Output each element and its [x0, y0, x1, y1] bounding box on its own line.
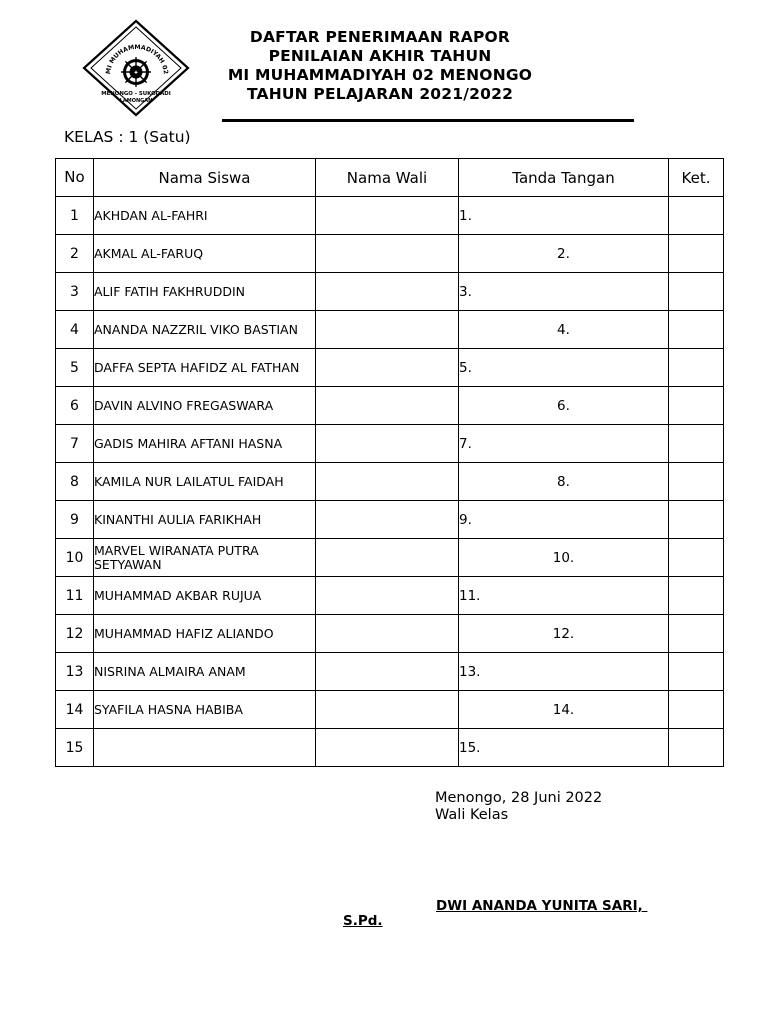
header-student-name: Nama Siswa — [94, 159, 316, 197]
guardian-name-cell — [316, 539, 459, 577]
header-no: No — [56, 159, 94, 197]
note-cell — [669, 273, 724, 311]
title-line-2: PENILAIAN AKHIR TAHUN — [268, 47, 492, 65]
document-title — [200, 28, 560, 104]
student-name: KAMILA NUR LAILATUL FAIDAH — [94, 463, 316, 501]
student-name — [94, 729, 316, 767]
logo-arc-text: MI MUHAMMADIYAH 02 — [104, 43, 169, 75]
guardian-name-cell — [316, 197, 459, 235]
row-number: 9 — [56, 501, 94, 539]
guardian-name-cell — [316, 615, 459, 653]
signature-cell: 9. — [459, 501, 669, 539]
guardian-name-cell — [316, 387, 459, 425]
guardian-name-cell — [316, 577, 459, 615]
guardian-name-cell — [316, 349, 459, 387]
guardian-name-cell — [316, 501, 459, 539]
note-cell — [669, 615, 724, 653]
signature-cell: 15. — [459, 729, 669, 767]
guardian-name-cell — [316, 425, 459, 463]
row-number: 13 — [56, 653, 94, 691]
header-note: Ket. — [669, 159, 724, 197]
table-row — [56, 425, 724, 463]
student-name: GADIS MAHIRA AFTANI HASNA — [94, 425, 316, 463]
signature-cell: 10. — [459, 539, 669, 577]
table-row — [56, 349, 724, 387]
table-row — [56, 691, 724, 729]
table-header-row — [56, 159, 724, 197]
guardian-name-cell — [316, 311, 459, 349]
header-signature: Tanda Tangan — [459, 159, 669, 197]
note-cell — [669, 387, 724, 425]
school-logo — [80, 18, 192, 118]
row-number: 14 — [56, 691, 94, 729]
guardian-name-cell — [316, 653, 459, 691]
table-row — [56, 653, 724, 691]
table-row — [56, 197, 724, 235]
row-number: 4 — [56, 311, 94, 349]
logo-bottom-text: MENONGO - SUKODADI — [101, 91, 171, 97]
student-name: MUHAMMAD HAFIZ ALIANDO — [94, 615, 316, 653]
signature-cell: 7. — [459, 425, 669, 463]
note-cell — [669, 311, 724, 349]
row-number: 15 — [56, 729, 94, 767]
table-row — [56, 615, 724, 653]
note-cell — [669, 653, 724, 691]
signer-role: Wali Kelas — [435, 807, 509, 823]
signature-cell: 8. — [459, 463, 669, 501]
row-number: 7 — [56, 425, 94, 463]
table-body — [56, 197, 724, 767]
table-row — [56, 463, 724, 501]
place-date: Menongo, 28 Juni 2022 — [435, 790, 603, 806]
guardian-name-cell — [316, 235, 459, 273]
signature-cell: 2. — [459, 235, 669, 273]
muhammadiyah-emblem-icon — [80, 18, 192, 118]
student-name: AKHDAN AL-FAHRI — [94, 197, 316, 235]
signature-cell: 12. — [459, 615, 669, 653]
table-row — [56, 729, 724, 767]
report-receipt-table — [55, 158, 724, 767]
guardian-name-cell — [316, 691, 459, 729]
student-name: DAVIN ALVINO FREGASWARA — [94, 387, 316, 425]
title-line-1: DAFTAR PENERIMAAN RAPOR — [249, 28, 511, 46]
guardian-name-cell — [316, 273, 459, 311]
note-cell — [669, 425, 724, 463]
row-number: 12 — [56, 615, 94, 653]
student-name: KINANTHI AULIA FARIKHAH — [94, 501, 316, 539]
row-number: 11 — [56, 577, 94, 615]
table-row — [56, 235, 724, 273]
logo-bottom-text-2: LAMONGAN — [119, 98, 153, 104]
row-number: 5 — [56, 349, 94, 387]
header-guardian-name: Nama Wali — [316, 159, 459, 197]
row-number: 1 — [56, 197, 94, 235]
row-number: 3 — [56, 273, 94, 311]
signature-cell: 1. — [459, 197, 669, 235]
student-name: MUHAMMAD AKBAR RUJUA — [94, 577, 316, 615]
note-cell — [669, 197, 724, 235]
teacher-degree: S.Pd. — [343, 913, 383, 929]
note-cell — [669, 691, 724, 729]
title-line-3: MI MUHAMMADIYAH 02 MENONGO — [227, 66, 533, 84]
signature-cell: 4. — [459, 311, 669, 349]
signature-cell: 3. — [459, 273, 669, 311]
signature-block — [435, 790, 602, 824]
student-name: SYAFILA HASNA HABIBA — [94, 691, 316, 729]
table-row — [56, 501, 724, 539]
table-row — [56, 577, 724, 615]
row-number: 6 — [56, 387, 94, 425]
signature-cell: 14. — [459, 691, 669, 729]
title-line-4: TAHUN PELAJARAN 2021/2022 — [246, 85, 514, 103]
row-number: 2 — [56, 235, 94, 273]
table-row — [56, 273, 724, 311]
student-name: ALIF FATIH FAKHRUDDIN — [94, 273, 316, 311]
table-row — [56, 539, 724, 577]
note-cell — [669, 463, 724, 501]
student-name: DAFFA SEPTA HAFIDZ AL FATHAN — [94, 349, 316, 387]
student-name: AKMAL AL-FARUQ — [94, 235, 316, 273]
signature-cell: 13. — [459, 653, 669, 691]
signature-cell: 11. — [459, 577, 669, 615]
row-number: 10 — [56, 539, 94, 577]
note-cell — [669, 729, 724, 767]
student-name: NISRINA ALMAIRA ANAM — [94, 653, 316, 691]
student-name: MARVEL WIRANATA PUTRA SETYAWAN — [94, 539, 316, 577]
student-name: ANANDA NAZZRIL VIKO BASTIAN — [94, 311, 316, 349]
note-cell — [669, 349, 724, 387]
signature-cell: 6. — [459, 387, 669, 425]
teacher-name: DWI ANANDA YUNITA SARI, — [436, 898, 648, 914]
note-cell — [669, 235, 724, 273]
guardian-name-cell — [316, 463, 459, 501]
table-row — [56, 311, 724, 349]
note-cell — [669, 577, 724, 615]
table-row — [56, 387, 724, 425]
class-label: KELAS : 1 (Satu) — [64, 128, 191, 146]
row-number: 8 — [56, 463, 94, 501]
signature-cell: 5. — [459, 349, 669, 387]
note-cell — [669, 501, 724, 539]
header-divider — [222, 119, 634, 122]
note-cell — [669, 539, 724, 577]
svg-text:✦: ✦ — [133, 69, 139, 77]
guardian-name-cell — [316, 729, 459, 767]
